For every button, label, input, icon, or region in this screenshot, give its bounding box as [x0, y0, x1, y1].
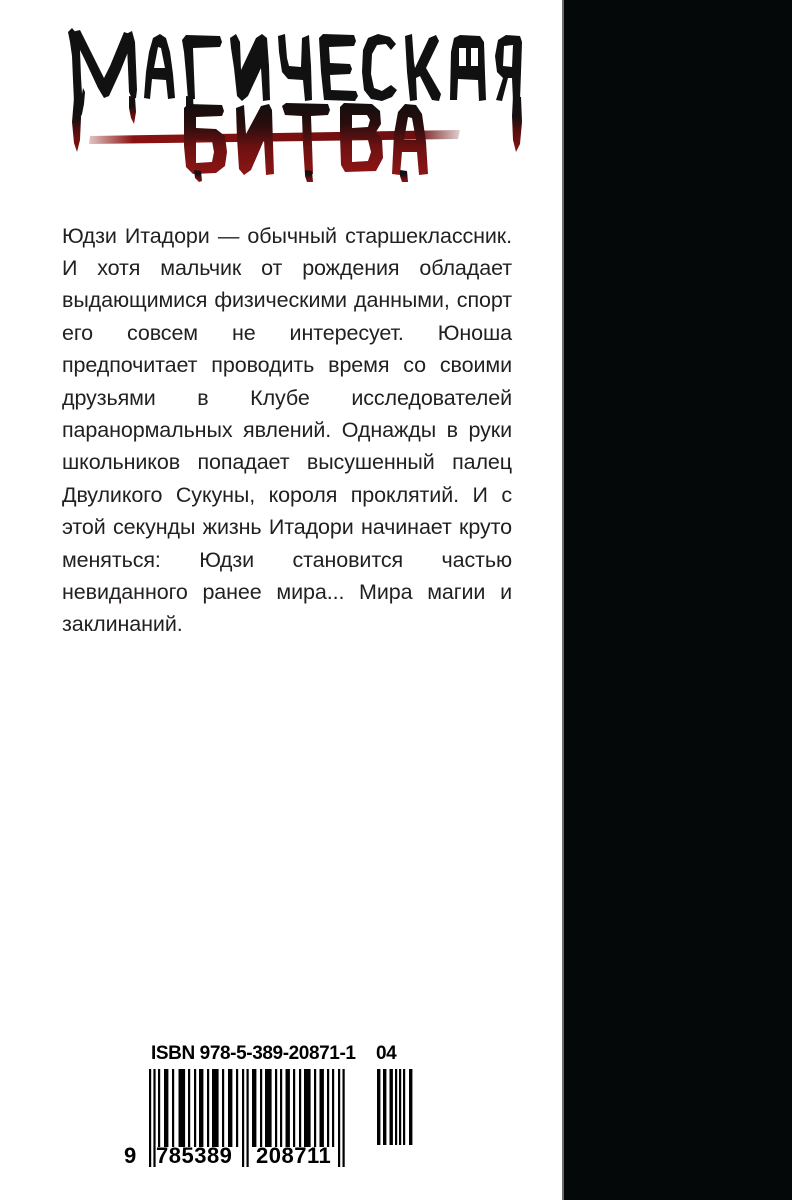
ean-right-group: 208711 — [256, 1143, 332, 1168]
addon-label: 04 — [376, 1043, 397, 1064]
ean-addon-bars-artwork — [376, 1069, 420, 1145]
barcode-block — [124, 1043, 420, 1168]
ean-addon-bars — [376, 1069, 420, 1145]
series-logo-artwork — [60, 22, 522, 182]
blurb-text: Юдзи Итадори — обычный старшеклассник. И хотя мальчик от рождения обладает выдающимися физическими данными, спорт его совсем не интересует. Юноша предпочитает проводить время со своими друзьями в Клубе исследователей паранормальных явлений. Однажды в руки школьников попадает высушенный палец Двуликого Сукуны, короля проклятий. И с этой секунды жизнь Итадори начинает круто меняться: Юдзи становится частью невиданного ранее мира... Мира магии и заклинаний. — [62, 223, 512, 637]
isbn-label: ISBN 978-5-389-20871-1 — [151, 1043, 356, 1064]
isbn-row — [124, 1043, 420, 1067]
ean-left-group: 785389 — [156, 1143, 233, 1168]
ean13-digits — [124, 1143, 360, 1169]
ean-lead-digit: 9 — [124, 1143, 137, 1168]
spine-black-panel — [564, 0, 792, 1200]
series-logo — [60, 22, 522, 182]
